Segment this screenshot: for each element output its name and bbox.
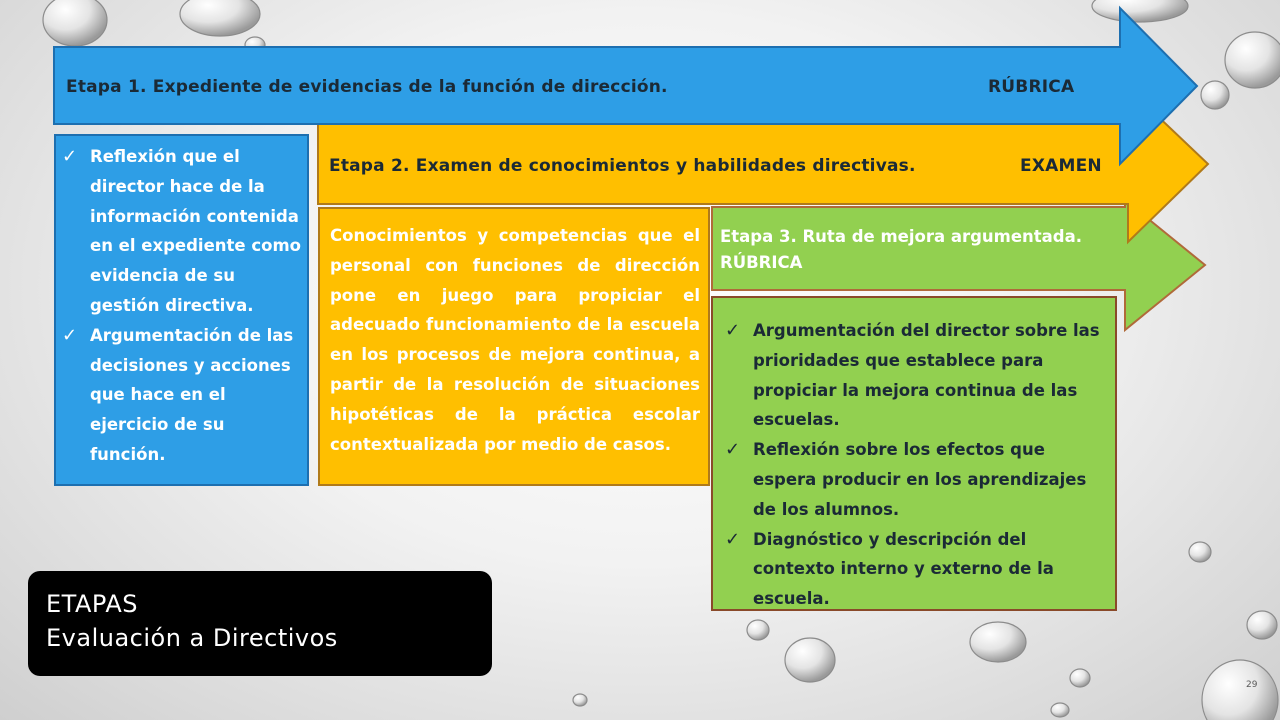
slide-number: 29: [1246, 680, 1258, 690]
stage1-tag: RÚBRICA: [988, 77, 1075, 97]
stage3-title: Etapa 3. Ruta de mejora argumentada.: [720, 227, 1083, 246]
checkmark-icon: ✓: [62, 324, 78, 346]
stage3-details-list: [719, 316, 1109, 614]
list-item: [56, 321, 301, 470]
list-item-text: Reflexión sobre los efectos que espera producir en los aprendizajes de los alumnos.: [753, 440, 1087, 519]
list-item-text: Argumentación del director sobre las prioridades que establece para propiciar la mejora continua de las escuelas.: [753, 321, 1100, 430]
stage3-tag: RÚBRICA: [720, 253, 803, 272]
stage1-title: Etapa 1. Expediente de evidencias de la función de dirección.: [66, 77, 668, 97]
list-item: [56, 142, 301, 321]
list-item-text: Diagnóstico y descripción del contexto interno y externo de la escuela.: [753, 529, 1054, 609]
checkmark-icon: ✓: [725, 320, 741, 341]
checkmark-icon: ✓: [725, 439, 741, 461]
list-item: [719, 435, 1109, 524]
stage2-details-box: [318, 207, 710, 486]
stage2-description: Conocimientos y competencias que el personal con funciones de dirección pone en juego para propiciar el adecuado funcionamiento de la escuela en los procesos de mejora continua, a partir de la resolución de situaciones hipotéticas de la práctica escolar contextualizada por medio de casos.: [330, 226, 700, 454]
stage2-tag: EXAMEN: [1020, 156, 1102, 176]
stage1-details-list: [56, 142, 301, 470]
slide-title-line2: Evaluación a Directivos: [46, 624, 338, 652]
stage3-heading: [720, 224, 1120, 276]
list-item-text: Reflexión que el director hace de la información contenida en el expediente como evidencia de su gestión directiva.: [90, 147, 301, 315]
list-item-text: Argumentación de las decisiones y acciones que hace en el ejercicio de su función.: [90, 325, 294, 464]
list-item: [719, 525, 1109, 614]
slide-title-line1: ETAPAS: [46, 590, 138, 618]
list-item: [719, 316, 1109, 435]
stage2-title: Etapa 2. Examen de conocimientos y habilidades directivas.: [329, 156, 916, 176]
slide-title-box: [28, 571, 492, 676]
stage3-details-box: [711, 296, 1117, 611]
checkmark-icon: ✓: [725, 528, 741, 550]
checkmark-icon: ✓: [62, 146, 78, 167]
stage1-details-box: [54, 134, 309, 486]
